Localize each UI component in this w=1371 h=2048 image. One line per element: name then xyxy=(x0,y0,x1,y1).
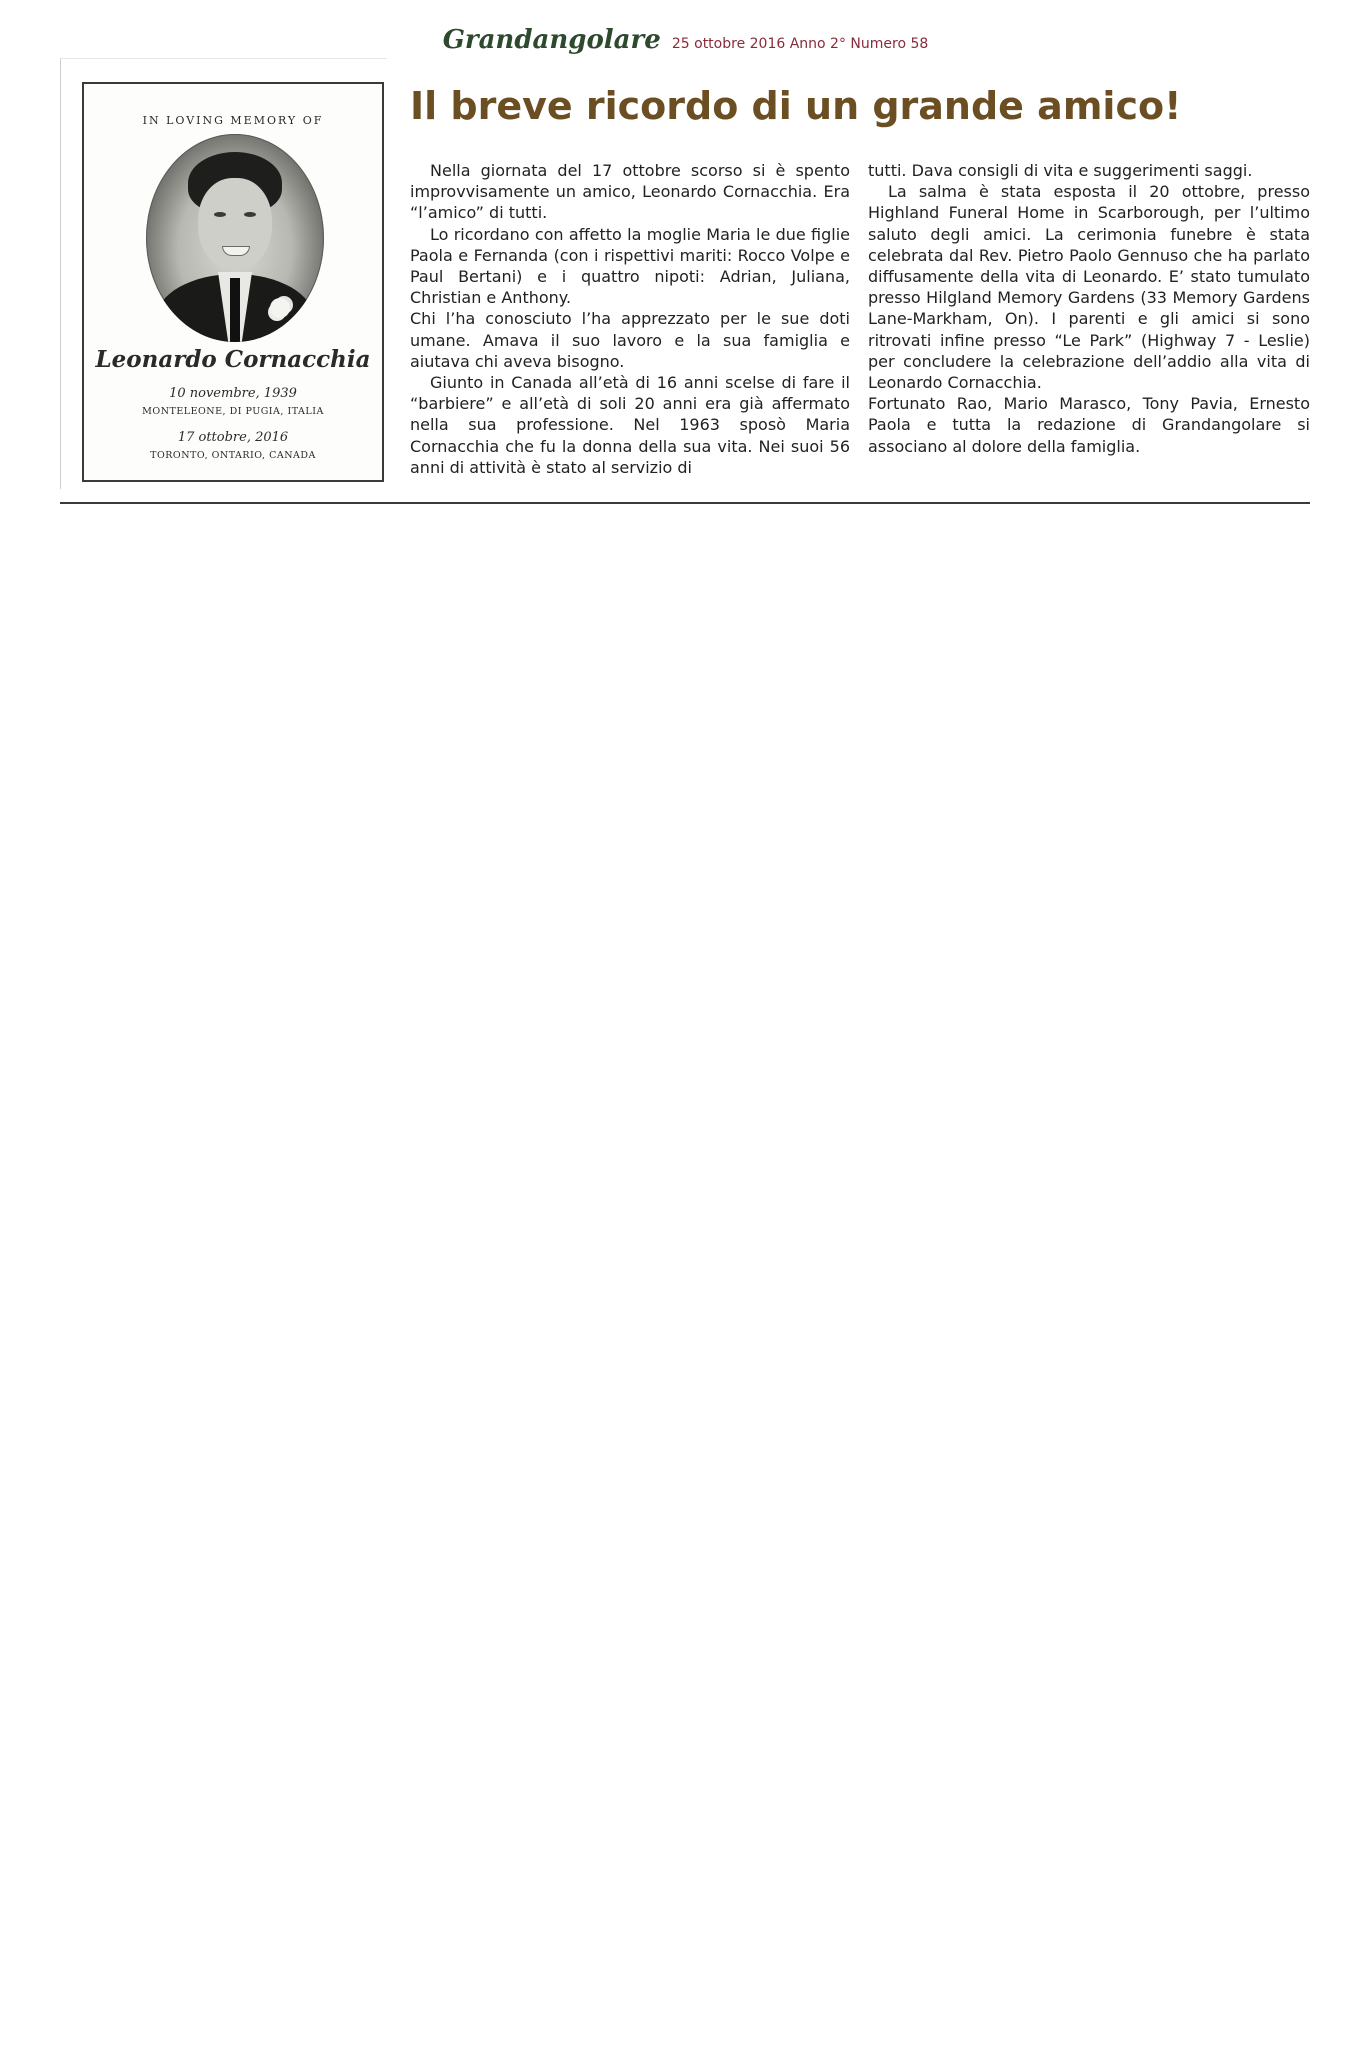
birth-date: 10 novembre, 1939 xyxy=(169,386,297,401)
portrait-eye-left xyxy=(214,212,226,217)
newspaper-name: Grandangolare xyxy=(442,25,661,55)
death-date: 17 ottobre, 2016 xyxy=(177,430,289,445)
article-headline: Il breve ricordo di un grande amico! xyxy=(410,84,1182,128)
paragraph: Giunto in Canada all’età di 16 anni scelse di fare il “barbiere” e all’età di soli 20 anni era già affermato nella sua professione. Nel 1963 sposò Maria Cornacchia che fu la donna della sua vita. Nei suoi 56 anni di attività è stato al servizio di xyxy=(410,373,850,477)
portrait-boutonniere xyxy=(270,298,290,318)
paragraph: tutti. Dava consigli di vita e suggerimenti saggi. xyxy=(868,161,1253,180)
article-column-left xyxy=(410,160,850,478)
death-place: TORONTO, ONTARIO, CANADA xyxy=(150,450,316,461)
paragraph: Chi l’ha conosciuto l’ha apprezzato per le sue doti umane. Amava il suo lavoro e la sua famiglia e aiutava chi aveva bisogno. xyxy=(410,309,850,371)
portrait-tie xyxy=(230,278,240,342)
bottom-divider xyxy=(60,502,1310,504)
paragraph: Lo ricordano con affetto la moglie Maria le due figlie Paola e Fernanda (con i rispettivi mariti: Rocco Volpe e Paul Bertani) e i quattro nipoti: Adrian, Juliana, Christian e Anthony. xyxy=(410,224,850,308)
portrait-eye-right xyxy=(244,212,256,217)
paragraph: La salma è stata esposta il 20 ottobre, presso Highland Funeral Home in Scarborough, per l’ultimo saluto degli amici. La cerimonia funebre è stata celebrata dal Rev. Pietro Paolo Gennuso che ha parlato diffusamente della vita di Leonardo. E’ stato tumulato presso Hilgland Memory Gardens (33 Memory Gardens Lane-Markham, On). I parenti e gli amici si sono ritrovati infine presso “Le Park” (Highway 7 - Leslie) per concludere la celebrazione dell’addio alla vita di Leonardo Cornacchia. xyxy=(868,182,1310,393)
portrait-photo xyxy=(146,134,324,342)
portrait-face xyxy=(198,178,272,270)
birth-place: MONTELEONE, DI PUGIA, ITALIA xyxy=(142,406,324,417)
masthead xyxy=(0,24,1371,60)
deceased-name: Leonardo Cornacchia xyxy=(95,346,371,373)
paragraph: Fortunato Rao, Mario Marasco, Tony Pavia, Ernesto Paola e tutta la redazione di Grandangolare si associano al dolore della famiglia. xyxy=(868,394,1310,456)
memorial-card xyxy=(82,82,384,482)
article-column-right xyxy=(868,160,1310,457)
paragraph: Nella giornata del 17 ottobre scorso si è spento improvvisamente un amico, Leonardo Cornacchia. Era “l’amico” di tutti. xyxy=(410,161,850,223)
issue-info: 25 ottobre 2016 Anno 2° Numero 58 xyxy=(671,36,929,52)
card-heading: IN LOVING MEMORY OF xyxy=(142,114,324,127)
